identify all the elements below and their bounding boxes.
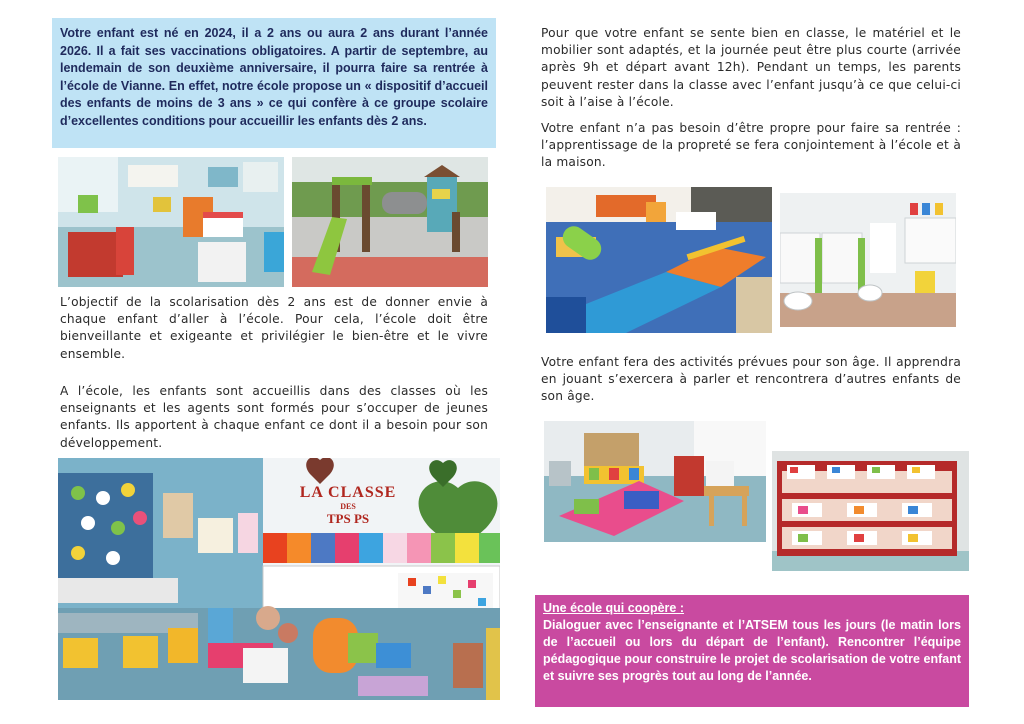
- right-paragraph-3: [541, 354, 961, 406]
- left-paragraph-2-text: A l’école, les enfants sont accueillis dans des classes où les enseignants et les agents sont formés pour s’occuper de jeunes enfants. Ils apportent à chaque enfant ce dont il a besoin pour son développement.: [60, 384, 488, 450]
- right-paragraph-2-text: Votre enfant n’a pas besoin d’être propre pour faire sa rentrée : l’apprentissage de la propreté se fera conjointement à l’école et à la maison.: [541, 121, 961, 170]
- intro-text: Votre enfant est né en 2024, il a 2 ans ou aura 2 ans durant l’année 2026. Il a fait ses vaccinations obligatoires. A partir de septembre, au lendemain de son deuxième anniversaire, il pourra faire sa rentrée à l’école de Vianne. En effet, notre école propose un « dispositif d’accueil des enfants de moins de 3 ans » ce qui confère à ce groupe scolaire d’excellentes conditions pour accueillir les enfants dès 2 ans.: [60, 26, 488, 128]
- classroom-sign: [293, 484, 403, 526]
- cooperation-title: Une école qui coopère :: [543, 601, 685, 615]
- photo-play-corner: [544, 421, 766, 542]
- right-paragraph-2: [541, 120, 961, 172]
- photo-classroom: [58, 157, 284, 287]
- cooperation-text: Dialoguer avec l’enseignante et l’ATSEM tous les jours (le matin lors de l’accueil ou lors du départ de l’enfant). Rencontrer l’équipe pédagogique pour construire le projet de scolarisation de votre enfant et suivre ses progrès tout au long de l’année.: [543, 618, 961, 683]
- cooperation-box: [535, 595, 969, 707]
- photo-motricity-room: [546, 187, 772, 333]
- photo-playground: [292, 157, 488, 287]
- classroom-sign-line-2: DES: [340, 502, 356, 511]
- photo-classe-tps-ps: [58, 458, 500, 700]
- photo-toilets: [780, 193, 956, 327]
- right-paragraph-3-text: Votre enfant fera des activités prévues pour son âge. Il apprendra en jouant s’exercera à parler et rencontrera d’autres enfants de son âge.: [541, 355, 961, 404]
- right-paragraph-1: [541, 25, 961, 111]
- left-paragraph-2: [60, 383, 488, 452]
- classroom-sign-line-3: TPS PS: [326, 511, 370, 526]
- classroom-sign-line-1: LA CLASSE: [299, 484, 397, 501]
- right-paragraph-1-text: Pour que votre enfant se sente bien en classe, le matériel et le mobilier sont adaptés, et la journée peut être plus courte (arrivée après 9h et départ avant 12h). Pendant un temps, les parents peuvent rester dans la classe avec l’enfant jusqu’à ce que celui-ci soit à l’aise à l’école.: [541, 26, 961, 109]
- left-paragraph-1-text: L’objectif de la scolarisation dès 2 ans est de donner envie à chaque enfant d’aller à l’école. Pour cela, l’école doit être bienveillante et exigeante et privilégier le bien-être et le vivre ensemble.: [60, 295, 488, 361]
- intro-box: [52, 18, 496, 148]
- left-paragraph-1: [60, 294, 488, 363]
- photo-shelves: [772, 451, 969, 571]
